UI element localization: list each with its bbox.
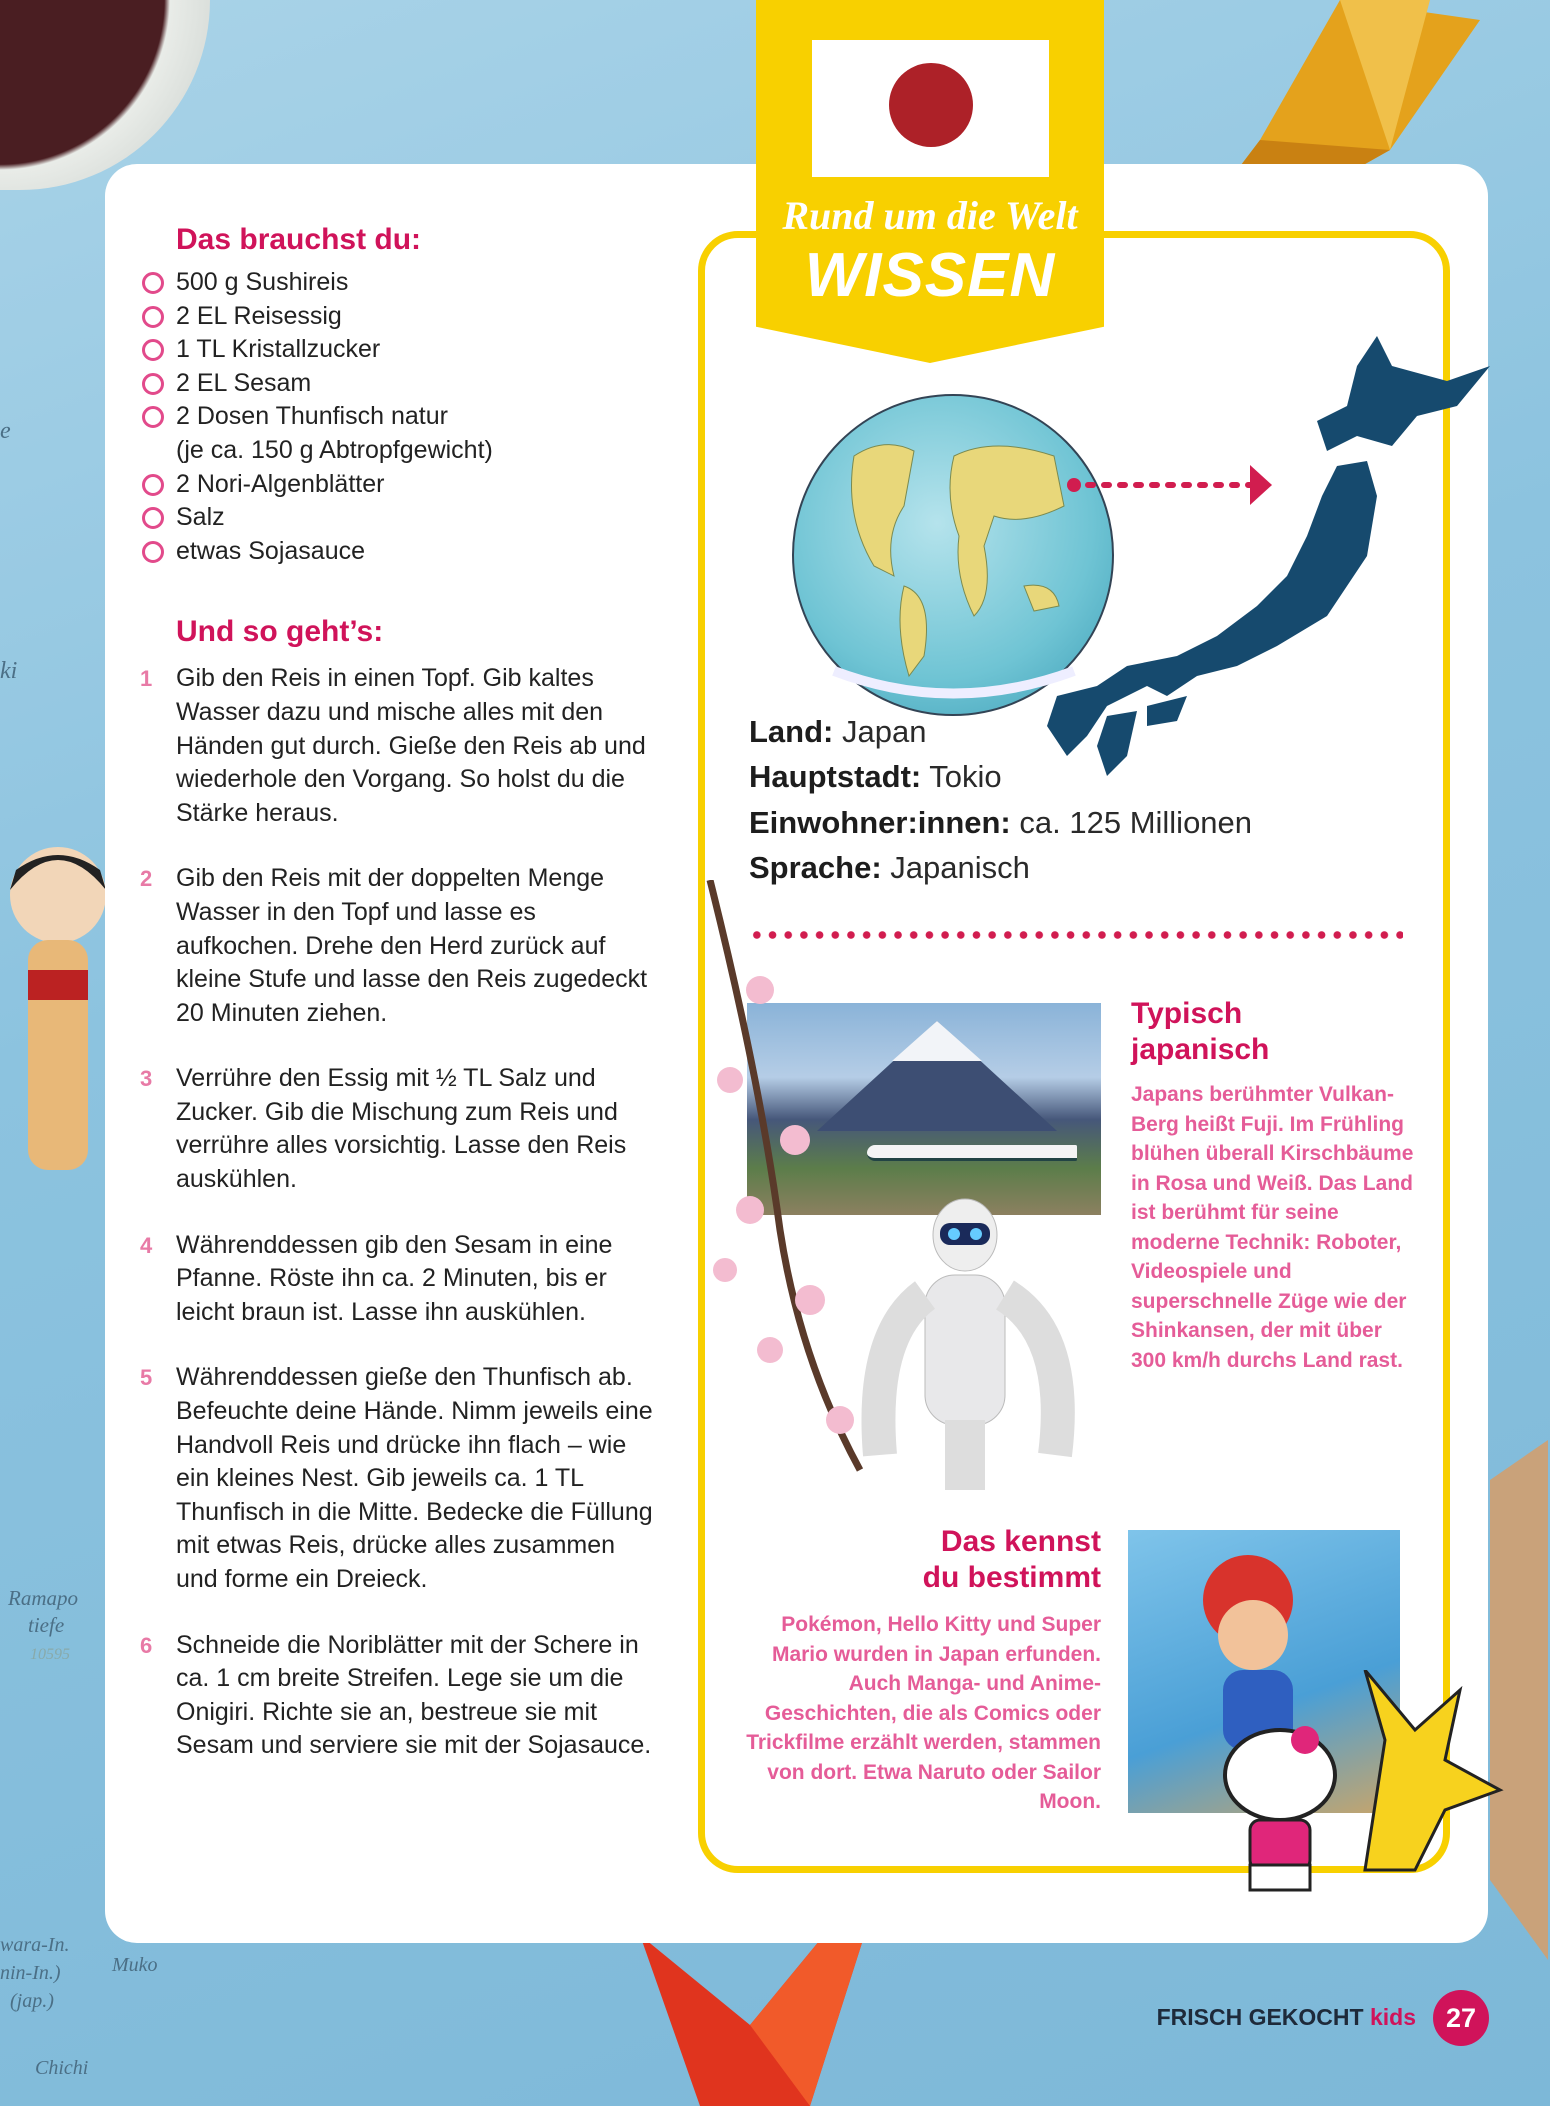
map-label: tiefe xyxy=(28,1613,65,1637)
map-label: e xyxy=(0,418,11,444)
ingredient-item[interactable]: 2 EL Reisessig xyxy=(142,300,660,334)
map-label: nin-In.) xyxy=(0,1962,61,1984)
kokeshi-doll-image xyxy=(0,840,110,1170)
step-item: 1 Gib den Reis in einen Topf. Gib kaltes Wasser dazu und mische alles mit den Händen gut durch. Gieße den Reis ab und wiederhole den Vorgang. So holst du die Stärke heraus. xyxy=(140,664,646,827)
hello-kitty-pikachu-image xyxy=(1215,1670,1505,1910)
ingredient-item[interactable]: 1 TL Kristallzucker xyxy=(142,333,660,367)
page-number: 27 xyxy=(1433,1990,1489,2046)
checkbox-circle-icon[interactable] xyxy=(142,406,164,428)
kennst-text: Pokémon, Hello Kitty und Super Mario wurden in Japan erfunden. Auch Manga- und Anime-Geschichten, die als Comics oder Trickfilme erzählt werden, stammen von dort. Etwa Naruto oder Sailor Moon. xyxy=(746,1613,1101,1813)
typisch-text: Japans berühmter Vulkan-Berg heißt Fuji. Im Frühling blühen überall Kirschbäume in Rosa und Weiß. Das Land ist berühmt für seine moderne Technik: Roboter, Videospiele und superschnelle Züge wie der Shinkansen, der mit über 300 km/h durchs Land rast. xyxy=(1131,1083,1414,1372)
checkbox-circle-icon[interactable] xyxy=(142,541,164,563)
typisch-heading: Typisch japanisch xyxy=(1131,997,1270,1066)
step-item: 4 Währenddessen gib den Sesam in eine Pfanne. Röste ihn ca. 2 Minuten, bis er leicht braun ist. Lasse ihn auskühlen. xyxy=(140,1230,613,1326)
checkbox-circle-icon[interactable] xyxy=(142,306,164,328)
map-label: Chichi xyxy=(35,2057,89,2079)
cherry-blossom-branch-image xyxy=(700,880,880,1480)
fact-language: Sprache: Japanisch xyxy=(749,850,1030,885)
tea-cup-image xyxy=(0,0,210,190)
ingredient-note: (je ca. 150 g Abtropfgewicht) xyxy=(176,435,493,464)
checkbox-circle-icon[interactable] xyxy=(142,339,164,361)
steps-heading: Und so geht’s: xyxy=(176,615,384,649)
ingredient-item[interactable]: Salz xyxy=(142,501,660,535)
robot-image xyxy=(860,1195,1100,1505)
map-label: 10595 xyxy=(30,1646,70,1663)
fact-capital: Hauptstadt: Tokio xyxy=(749,759,1002,794)
ingredient-item[interactable]: 500 g Sushireis xyxy=(142,266,660,300)
fact-population: Einwohner:innen: ca. 125 Millionen xyxy=(749,805,1253,840)
recipe-column xyxy=(140,222,660,1763)
map-label: Muko xyxy=(112,1954,158,1976)
ingredients-heading: Das brauchst du: xyxy=(176,223,422,256)
banner-script: Rund um die Welt xyxy=(782,193,1078,238)
kennst-heading: Das kennst du bestimmt xyxy=(922,1525,1101,1594)
ingredient-item[interactable]: 2 Nori-Algenblätter xyxy=(142,468,660,502)
map-label: Ramapo xyxy=(8,1586,78,1610)
banner-title: WISSEN xyxy=(804,241,1056,310)
checkbox-circle-icon[interactable] xyxy=(142,373,164,395)
ingredients-list xyxy=(142,266,660,568)
map-label: ki xyxy=(0,658,18,684)
checkbox-circle-icon[interactable] xyxy=(142,474,164,496)
checkbox-circle-icon[interactable] xyxy=(142,507,164,529)
japan-map-icon xyxy=(1047,336,1490,779)
step-item: 6 Schneide die Noriblätter mit der Schere in ca. 1 cm breite Streifen. Lege sie um die Onigiri. Richte sie an, bestreue sie mit Sesam und serviere sie mit der Sojasauce. xyxy=(140,1630,652,1760)
japan-flag-icon xyxy=(812,40,1049,177)
ingredient-item[interactable]: 2 Dosen Thunfisch natur xyxy=(142,400,660,434)
map-label: wara-In. xyxy=(0,1934,70,1956)
map-label: (jap.) xyxy=(10,1990,54,2012)
step-item: 5 Währenddessen gieße den Thunfisch ab. Befeuchte deine Hände. Nimm jeweils eine Handvoll Reis und drücke ihn flach – wie ein kleines Nest. Gib jeweils ca. 1 TL Thunfisch in die Mitte. Bedecke die Füllung mit etwas Reis, drücke alles zusammen und forme ein Dreieck. xyxy=(140,1363,653,1593)
step-item: 2 Gib den Reis mit der doppelten Menge Wasser in den Topf und lasse es aufkochen. Drehe den Herd zurück auf kleine Stufe und lasse den Reis zugedeckt 20 Minuten ziehen. xyxy=(140,864,648,1027)
ingredient-item[interactable]: 2 EL Sesam xyxy=(142,367,660,401)
checkbox-circle-icon[interactable] xyxy=(142,272,164,294)
fact-country: Land: Japan xyxy=(749,714,927,749)
footer-brand: FRISCH GEKOCHT kids xyxy=(1156,2004,1416,2030)
step-item: 3 Verrühre den Essig mit ½ TL Salz und Zucker. Gib die Mischung zum Reis und verrühre alles vorsichtig. Lasse den Reis auskühlen. xyxy=(140,1064,627,1194)
ingredient-item[interactable]: etwas Sojasauce xyxy=(142,535,660,569)
